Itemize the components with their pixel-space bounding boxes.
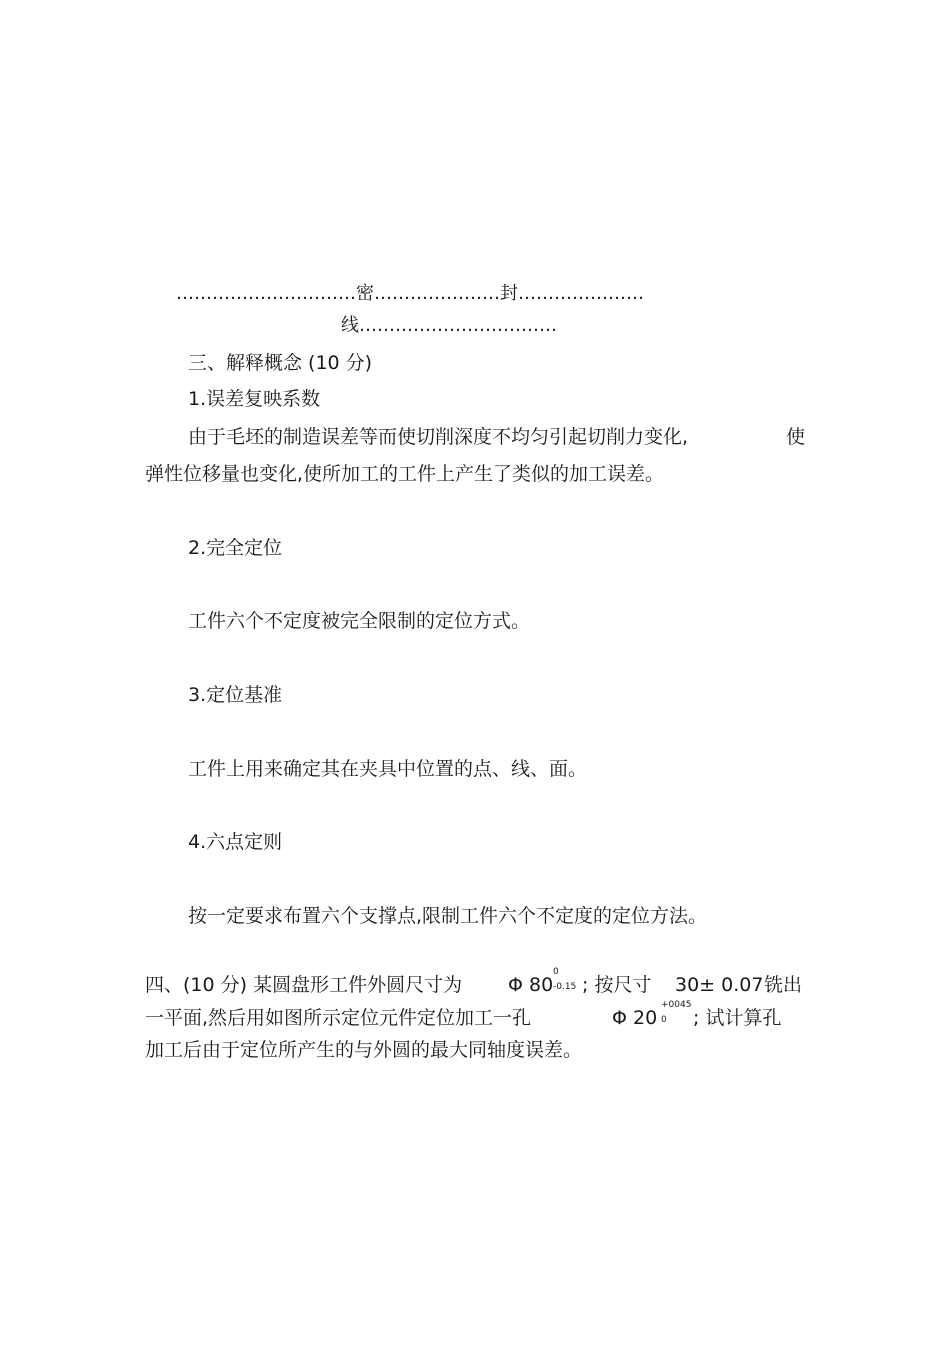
dimension-milling: 30± 0.07 — [675, 974, 764, 996]
tolerance-upper-hole: +0045 — [661, 1000, 692, 1010]
term-4: 4.六点定则 — [188, 831, 283, 853]
term-3: 3.定位基准 — [188, 684, 283, 706]
problem-line1-end: 铣出 — [764, 974, 803, 996]
section-title: 三、解释概念 (10 分) — [188, 352, 373, 374]
term-1: 1.误差复映系数 — [188, 388, 321, 410]
problem-line2-end: ; 试计算孔 — [693, 1007, 782, 1029]
problem-line2-start: 一平面,然后用如图所示定位元件定位加工一孔 — [145, 1007, 532, 1029]
seal-line-row2: 线…………………………… — [341, 315, 557, 336]
dimension-hole-diameter: Φ 20 — [612, 1007, 658, 1029]
term-2: 2.完全定位 — [188, 537, 283, 559]
definition-1-line2: 弹性位移量也变化,使所加工的工件上产生了类似的加工误差。 — [145, 463, 665, 485]
problem-line3: 加工后由于定位所产生的与外圆的最大同轴度误差。 — [145, 1039, 583, 1061]
definition-4: 按一定要求布置六个支撑点,限制工件六个不定度的定位方法。 — [188, 905, 708, 927]
tolerance-lower-hole: 0 — [661, 1015, 667, 1025]
dimension-outer-diameter: Φ 80 — [508, 974, 554, 996]
seal-line-row1: …………………………密…………………封………………… — [176, 283, 644, 304]
definition-3: 工件上用来确定其在夹具中位置的点、线、面。 — [188, 758, 588, 780]
definition-1-line1-tail: 使 — [786, 426, 806, 448]
definition-1-line1: 由于毛坯的制造误差等而使切削深度不均匀引起切削力变化, — [188, 426, 689, 448]
tolerance-lower-outer: -0.15 — [553, 982, 577, 992]
problem-line1-mid: ; 按尺寸 — [582, 974, 652, 996]
tolerance-upper-outer: 0 — [553, 967, 559, 977]
problem-line1-start: 四、(10 分) 某圆盘形工件外圆尺寸为 — [145, 974, 463, 996]
definition-2: 工件六个不定度被完全限制的定位方式。 — [188, 610, 531, 632]
